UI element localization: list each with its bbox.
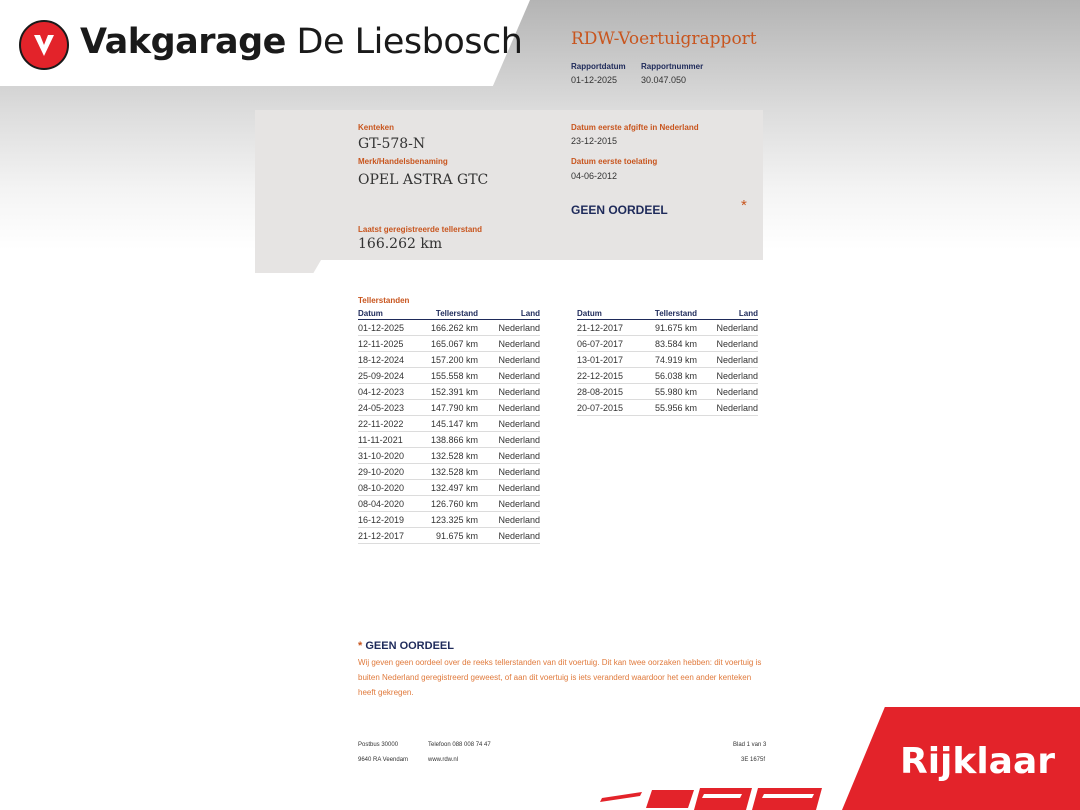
verdict: GEEN OORDEEL	[571, 203, 668, 217]
cell-date: 22-12-2015	[577, 368, 639, 384]
table-row	[358, 496, 540, 512]
report-number-label: Rapportnummer	[641, 62, 704, 71]
readings-section-title: Tellerstanden	[358, 296, 410, 305]
cell-odometer: 123.325 km	[420, 512, 478, 528]
report-date-label: Rapportdatum	[571, 62, 626, 71]
cell-date: 20-07-2015	[577, 400, 639, 416]
cell-odometer: 83.584 km	[639, 336, 697, 352]
table-row	[577, 320, 758, 336]
table-row	[358, 368, 540, 384]
report-title: RDW-Voertuigrapport	[571, 29, 757, 49]
footnote-text: Wij geven geen oordeel over de reeks tellerstanden van dit voertuig. Dit kan twee oorzaken hebben: dit voertuig is buiten Nederland geregistreerd geweest, of aan dit voertuig is iets veranderd waardoor het een ander kenteken heeft gekregen.	[358, 658, 762, 697]
report-date-value: 01-12-2025	[571, 75, 618, 85]
footer-phone: Telefoon 088 008 74 47	[428, 742, 491, 748]
first-admission-value: 04-06-2012	[571, 171, 618, 181]
cell-date: 12-11-2025	[358, 336, 420, 352]
col-header-odometer: Tellerstand	[639, 308, 697, 320]
cell-odometer: 157.200 km	[420, 352, 478, 368]
cell-odometer: 91.675 km	[420, 528, 478, 544]
cell-date: 13-01-2017	[577, 352, 639, 368]
cell-country: Nederland	[478, 528, 540, 544]
cell-odometer: 152.391 km	[420, 384, 478, 400]
cell-odometer: 91.675 km	[639, 320, 697, 336]
table-row	[577, 352, 758, 368]
cell-country: Nederland	[697, 400, 758, 416]
cell-country: Nederland	[478, 320, 540, 336]
footer-page: Blad 1 van 3	[733, 742, 767, 748]
cell-country: Nederland	[478, 432, 540, 448]
col-header-country: Land	[478, 308, 540, 320]
cell-country: Nederland	[697, 352, 758, 368]
table-header-row	[577, 308, 758, 320]
cell-odometer: 126.760 km	[420, 496, 478, 512]
cell-date: 24-05-2023	[358, 400, 420, 416]
cell-country: Nederland	[478, 352, 540, 368]
table-row	[577, 336, 758, 352]
cell-odometer: 166.262 km	[420, 320, 478, 336]
cell-odometer: 56.038 km	[639, 368, 697, 384]
col-header-date: Datum	[577, 308, 639, 320]
table-row	[358, 352, 540, 368]
odometer-label: Laatst geregistreerde tellerstand	[358, 225, 483, 234]
cell-date: 08-04-2020	[358, 496, 420, 512]
footer-address: 9640 RA Veendam	[358, 757, 409, 763]
footer-web: www.rdw.nl	[428, 757, 459, 763]
footnote-title-text: GEEN OORDEEL	[365, 640, 454, 652]
cell-date: 29-10-2020	[358, 464, 420, 480]
cell-odometer: 145.147 km	[420, 416, 478, 432]
readings-table-left	[358, 308, 540, 544]
cell-odometer: 74.919 km	[639, 352, 697, 368]
make-label: Merk/Handelsbenaming	[358, 157, 448, 166]
cell-odometer: 55.956 km	[639, 400, 697, 416]
col-header-date: Datum	[358, 308, 420, 320]
cell-date: 11-11-2021	[358, 432, 420, 448]
table-row	[358, 512, 540, 528]
cell-date: 06-07-2017	[577, 336, 639, 352]
table-row	[358, 464, 540, 480]
col-header-odometer: Tellerstand	[420, 308, 478, 320]
vakgarage-logo-icon	[19, 20, 69, 70]
brand-name-rest: De Liesbosch	[285, 22, 523, 62]
table-row	[358, 336, 540, 352]
cell-date: 01-12-2025	[358, 320, 420, 336]
readings-table-right	[577, 308, 758, 416]
cell-country: Nederland	[478, 368, 540, 384]
cell-country: Nederland	[478, 512, 540, 528]
plate-value: GT-578-N	[358, 136, 426, 152]
table-row	[358, 432, 540, 448]
col-header-country: Land	[697, 308, 758, 320]
cell-date: 04-12-2023	[358, 384, 420, 400]
cell-date: 16-12-2019	[358, 512, 420, 528]
rijklaar-text: Rijklaar	[900, 741, 1056, 782]
cell-date: 18-12-2024	[358, 352, 420, 368]
verdict-asterisk: *	[741, 197, 747, 214]
footnote-star: *	[358, 640, 363, 652]
first-nl-value: 23-12-2015	[571, 136, 618, 146]
cell-odometer: 155.558 km	[420, 368, 478, 384]
report-number-value: 30.047.050	[641, 75, 687, 85]
table-row	[577, 384, 758, 400]
cell-country: Nederland	[478, 336, 540, 352]
brand-name-bold: Vakgarage	[80, 22, 286, 62]
cell-country: Nederland	[697, 336, 758, 352]
cell-odometer: 147.790 km	[420, 400, 478, 416]
table-header-row	[358, 308, 540, 320]
cell-country: Nederland	[478, 416, 540, 432]
table-row	[577, 400, 758, 416]
plate-label: Kenteken	[358, 123, 395, 132]
cell-country: Nederland	[478, 384, 540, 400]
speed-stripes-icon	[582, 786, 832, 810]
footnote-title	[358, 640, 454, 652]
table-row	[358, 384, 540, 400]
first-nl-label: Datum eerste afgifte in Nederland	[571, 123, 699, 132]
table-row	[358, 416, 540, 432]
cell-country: Nederland	[697, 368, 758, 384]
cell-odometer: 132.528 km	[420, 448, 478, 464]
table-row	[358, 400, 540, 416]
cell-date: 08-10-2020	[358, 480, 420, 496]
footer-code: 3E 1675f	[741, 757, 766, 763]
cell-date: 25-09-2024	[358, 368, 420, 384]
cell-country: Nederland	[478, 464, 540, 480]
cell-date: 21-12-2017	[577, 320, 639, 336]
table-row	[358, 480, 540, 496]
vehicle-card	[255, 110, 763, 273]
cell-odometer: 132.528 km	[420, 464, 478, 480]
cell-country: Nederland	[697, 384, 758, 400]
table-row	[358, 448, 540, 464]
table-row	[358, 528, 540, 544]
first-admission-label: Datum eerste toelating	[571, 157, 658, 166]
cell-country: Nederland	[478, 480, 540, 496]
cell-date: 22-11-2022	[358, 416, 420, 432]
cell-date: 21-12-2017	[358, 528, 420, 544]
cell-date: 28-08-2015	[577, 384, 639, 400]
cell-country: Nederland	[478, 400, 540, 416]
cell-odometer: 132.497 km	[420, 480, 478, 496]
cell-country: Nederland	[697, 320, 758, 336]
cell-date: 31-10-2020	[358, 448, 420, 464]
cell-odometer: 138.866 km	[420, 432, 478, 448]
cell-country: Nederland	[478, 496, 540, 512]
make-value: OPEL ASTRA GTC	[358, 172, 489, 188]
footer-postbus: Postbus 30000	[358, 742, 399, 748]
brand-name	[80, 22, 522, 62]
table-row	[358, 320, 540, 336]
cell-country: Nederland	[478, 448, 540, 464]
cell-odometer: 55.980 km	[639, 384, 697, 400]
odometer-value: 166.262 km	[358, 236, 443, 252]
table-row	[577, 368, 758, 384]
cell-odometer: 165.067 km	[420, 336, 478, 352]
